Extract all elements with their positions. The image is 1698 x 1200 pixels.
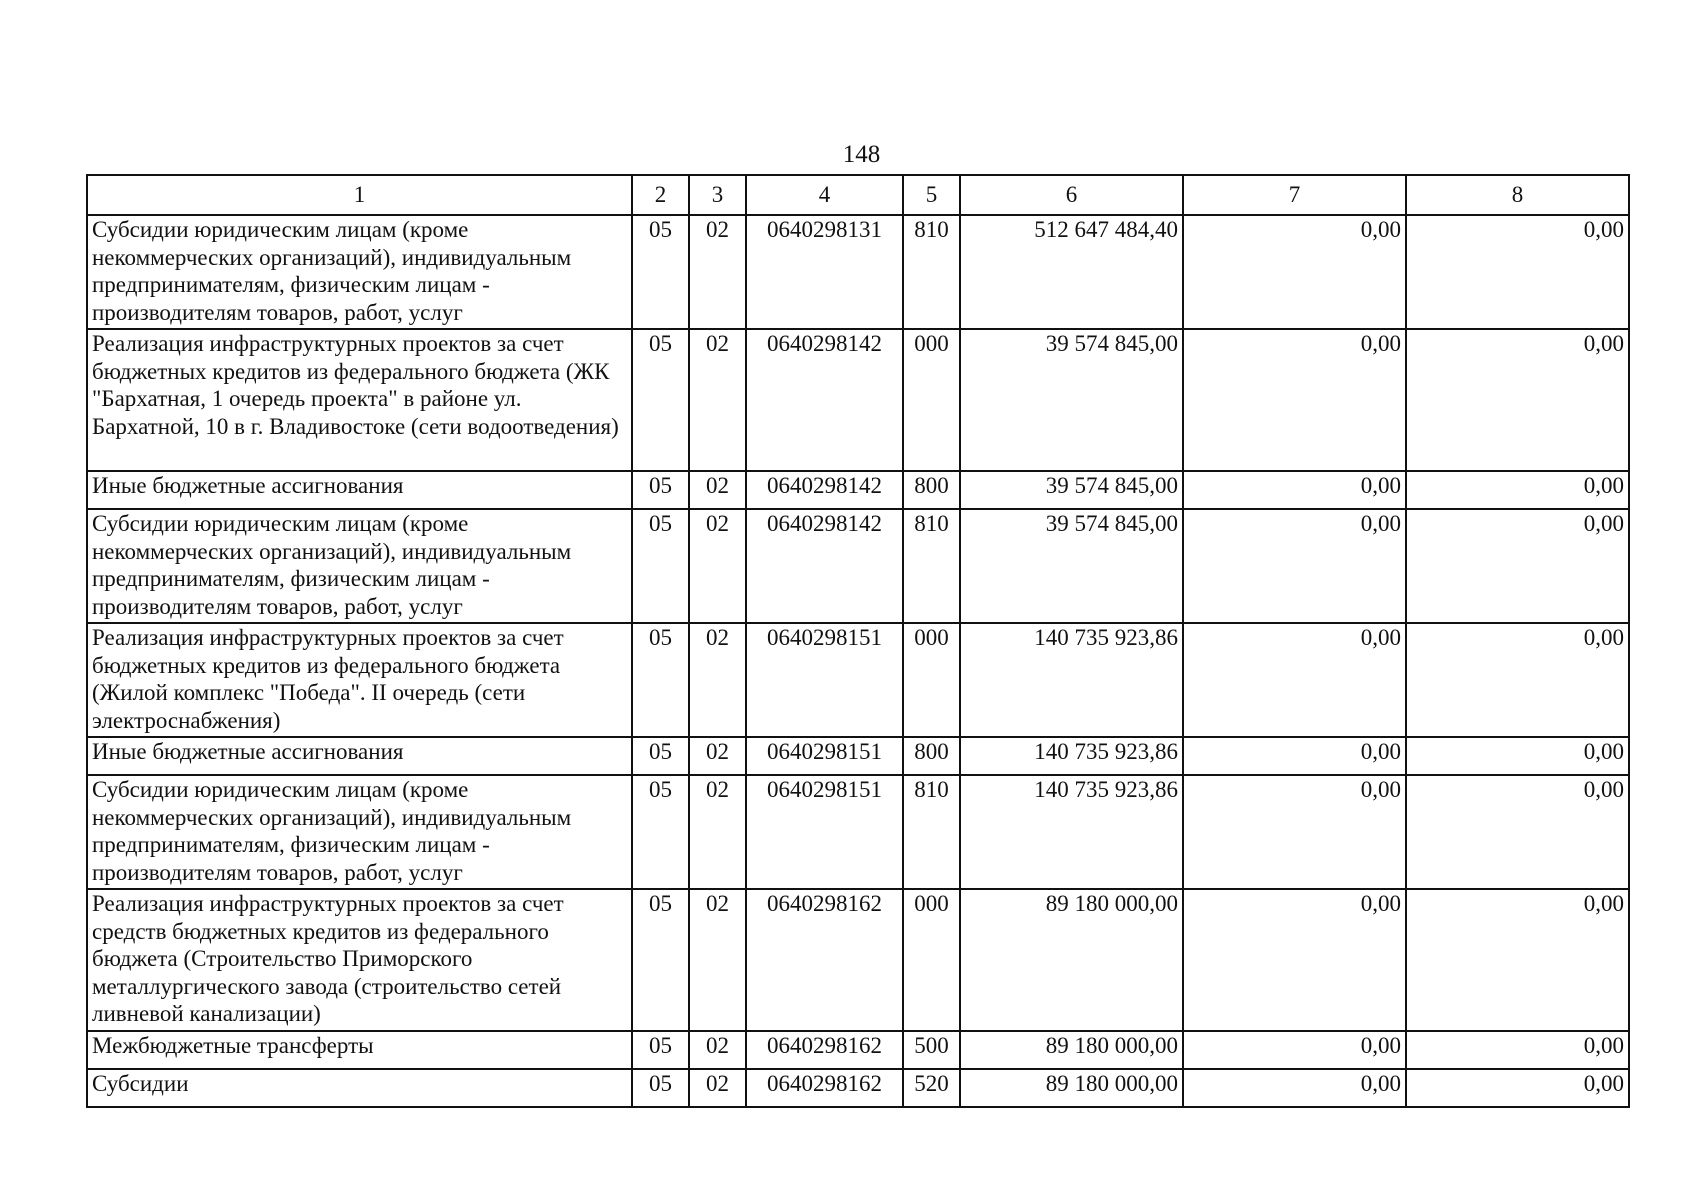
row-amount-6: 140 735 923,86	[960, 737, 1183, 775]
row-amount-7: 0,00	[1183, 329, 1406, 471]
table-row	[87, 1031, 1629, 1069]
row-description: Реализация инфраструктурных проектов за счет бюджетных кредитов из федерального бюджета (ЖК "Бархатная, 1 очередь проекта" в районе ул. Бархатной, 10 в г. Владивостоке (сети водоотведения)	[87, 329, 632, 471]
row-section: 05	[632, 509, 689, 623]
row-amount-6: 39 574 845,00	[960, 509, 1183, 623]
header-cell-1: 1	[87, 175, 632, 215]
row-amount-6: 140 735 923,86	[960, 775, 1183, 889]
row-section: 05	[632, 215, 689, 329]
budget-table	[86, 174, 1630, 1108]
row-target-article: 0640298131	[746, 215, 903, 329]
row-amount-8: 0,00	[1406, 509, 1629, 623]
row-amount-8: 0,00	[1406, 889, 1629, 1031]
row-section: 05	[632, 1031, 689, 1069]
row-target-article: 0640298142	[746, 509, 903, 623]
row-description: Субсидии юридическим лицам (кроме некоммерческих организаций), индивидуальным предпринимателям, физическим лицам - производителям товаров, работ, услуг	[87, 509, 632, 623]
row-subsection: 02	[689, 471, 746, 509]
table-row	[87, 1069, 1629, 1107]
row-target-article: 0640298142	[746, 329, 903, 471]
row-expense-type: 810	[903, 775, 960, 889]
header-cell-2: 2	[632, 175, 689, 215]
row-subsection: 02	[689, 509, 746, 623]
row-subsection: 02	[689, 737, 746, 775]
row-section: 05	[632, 889, 689, 1031]
table-row	[87, 509, 1629, 623]
row-section: 05	[632, 737, 689, 775]
row-description: Субсидии	[87, 1069, 632, 1107]
row-amount-8: 0,00	[1406, 623, 1629, 737]
row-subsection: 02	[689, 1069, 746, 1107]
row-amount-7: 0,00	[1183, 1069, 1406, 1107]
row-amount-7: 0,00	[1183, 623, 1406, 737]
row-amount-7: 0,00	[1183, 471, 1406, 509]
row-section: 05	[632, 775, 689, 889]
row-amount-8: 0,00	[1406, 1069, 1629, 1107]
table-row	[87, 471, 1629, 509]
row-description: Иные бюджетные ассигнования	[87, 471, 632, 509]
row-section: 05	[632, 1069, 689, 1107]
header-cell-3: 3	[689, 175, 746, 215]
row-amount-7: 0,00	[1183, 775, 1406, 889]
row-target-article: 0640298142	[746, 471, 903, 509]
header-cell-7: 7	[1183, 175, 1406, 215]
row-subsection: 02	[689, 1031, 746, 1069]
row-section: 05	[632, 329, 689, 471]
row-subsection: 02	[689, 623, 746, 737]
table-row	[87, 215, 1629, 329]
row-description: Субсидии юридическим лицам (кроме некоммерческих организаций), индивидуальным предпринимателям, физическим лицам - производителям товаров, работ, услуг	[87, 215, 632, 329]
row-description: Субсидии юридическим лицам (кроме некоммерческих организаций), индивидуальным предпринимателям, физическим лицам - производителям товаров, работ, услуг	[87, 775, 632, 889]
row-section: 05	[632, 471, 689, 509]
row-expense-type: 800	[903, 737, 960, 775]
row-target-article: 0640298162	[746, 1031, 903, 1069]
row-amount-7: 0,00	[1183, 1031, 1406, 1069]
row-target-article: 0640298151	[746, 623, 903, 737]
row-amount-8: 0,00	[1406, 1031, 1629, 1069]
table-row	[87, 329, 1629, 471]
row-expense-type: 000	[903, 623, 960, 737]
row-amount-8: 0,00	[1406, 329, 1629, 471]
row-amount-7: 0,00	[1183, 737, 1406, 775]
row-subsection: 02	[689, 215, 746, 329]
row-expense-type: 000	[903, 889, 960, 1031]
row-subsection: 02	[689, 329, 746, 471]
row-target-article: 0640298151	[746, 775, 903, 889]
row-amount-7: 0,00	[1183, 889, 1406, 1031]
row-description: Иные бюджетные ассигнования	[87, 737, 632, 775]
row-expense-type: 520	[903, 1069, 960, 1107]
row-amount-6: 39 574 845,00	[960, 471, 1183, 509]
header-cell-8: 8	[1406, 175, 1629, 215]
table-row	[87, 623, 1629, 737]
table-row	[87, 775, 1629, 889]
header-cell-6: 6	[960, 175, 1183, 215]
page-number: 148	[842, 141, 881, 168]
row-amount-8: 0,00	[1406, 737, 1629, 775]
row-amount-6: 89 180 000,00	[960, 889, 1183, 1031]
table-row	[87, 737, 1629, 775]
row-amount-8: 0,00	[1406, 215, 1629, 329]
row-amount-6: 140 735 923,86	[960, 623, 1183, 737]
row-target-article: 0640298151	[746, 737, 903, 775]
row-amount-6: 89 180 000,00	[960, 1069, 1183, 1107]
row-amount-6: 39 574 845,00	[960, 329, 1183, 471]
header-cell-5: 5	[903, 175, 960, 215]
row-amount-6: 512 647 484,40	[960, 215, 1183, 329]
row-expense-type: 500	[903, 1031, 960, 1069]
row-amount-8: 0,00	[1406, 775, 1629, 889]
row-description: Межбюджетные трансферты	[87, 1031, 632, 1069]
row-amount-7: 0,00	[1183, 509, 1406, 623]
row-expense-type: 000	[903, 329, 960, 471]
row-subsection: 02	[689, 889, 746, 1031]
row-amount-8: 0,00	[1406, 471, 1629, 509]
row-description: Реализация инфраструктурных проектов за счет средств бюджетных кредитов из федерального бюджета (Строительство Приморского металлургического завода (строительство сетей ливневой канализации)	[87, 889, 632, 1031]
header-cell-4: 4	[746, 175, 903, 215]
row-expense-type: 800	[903, 471, 960, 509]
table-row	[87, 889, 1629, 1031]
row-expense-type: 810	[903, 215, 960, 329]
header-row	[87, 175, 1629, 215]
row-amount-7: 0,00	[1183, 215, 1406, 329]
row-target-article: 0640298162	[746, 889, 903, 1031]
row-subsection: 02	[689, 775, 746, 889]
row-amount-6: 89 180 000,00	[960, 1031, 1183, 1069]
row-expense-type: 810	[903, 509, 960, 623]
row-target-article: 0640298162	[746, 1069, 903, 1107]
row-section: 05	[632, 623, 689, 737]
row-description: Реализация инфраструктурных проектов за счет бюджетных кредитов из федерального бюджета (Жилой комплекс "Победа". II очередь (сети электроснабжения)	[87, 623, 632, 737]
